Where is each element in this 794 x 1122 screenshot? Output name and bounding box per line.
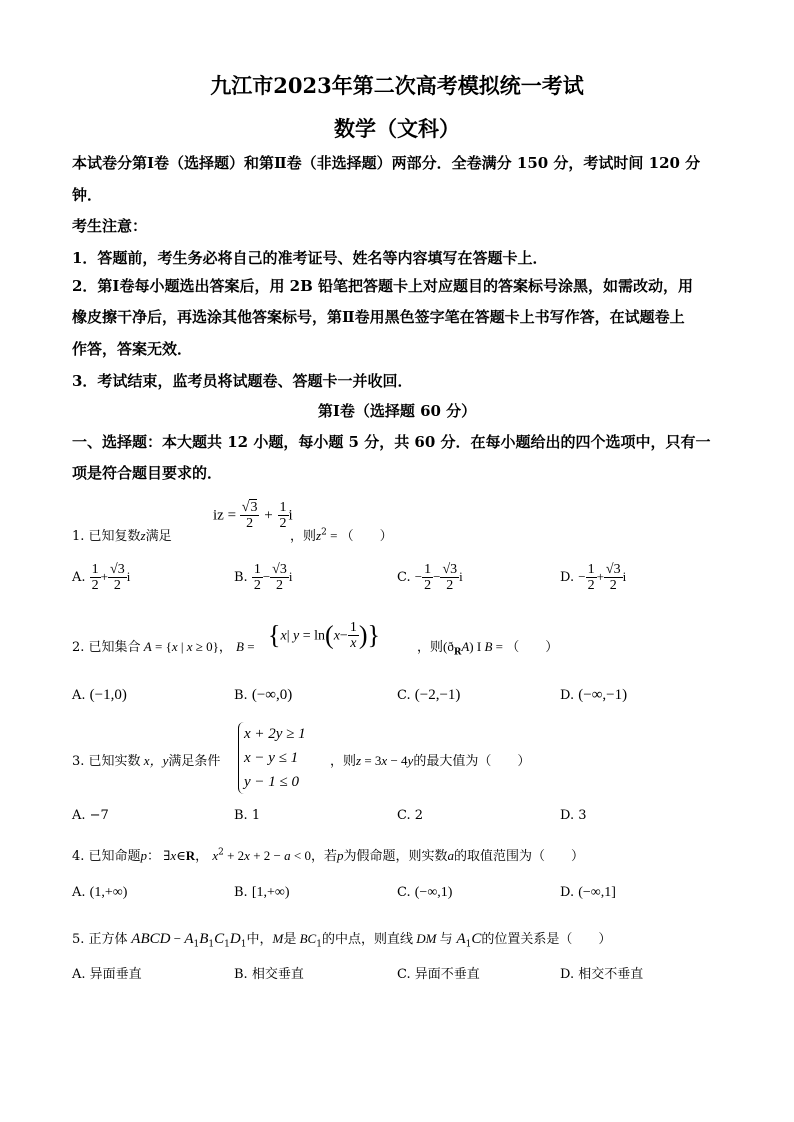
section-instruction-line-1: 一、选择题：本大题共 12 小题，每小题 5 分，共 60 分．在每小题给出的四个选项中，只有一: [72, 433, 711, 451]
q5-option-d[interactable]: D. 相交不垂直: [560, 967, 644, 982]
q3-option-c[interactable]: C. 2: [397, 808, 424, 823]
q1-option-c[interactable]: C. − $\frac{1}{2}$ − $\frac{√3}{2}$ i: [397, 562, 463, 593]
q5-option-b[interactable]: B. 相交垂直: [234, 967, 304, 982]
section-instruction-line-2: 项是符合题目要求的．: [72, 464, 223, 482]
q3-option-d[interactable]: D. 3: [560, 808, 587, 823]
q3-constraints: x + 2y ≥ 1 x − y ≤ 1 y − 1 ≤ 0: [238, 722, 306, 794]
q5-option-c[interactable]: C. 异面不垂直: [397, 967, 480, 982]
question-2: 2. 已知集合 A = {x | x ≥ 0}， B =: [72, 639, 255, 655]
q2-ask: ，则$(ð_RA)$ I B = （ ）: [417, 639, 559, 658]
intro-line-2: 钟．: [72, 186, 103, 204]
q3-option-b[interactable]: B. 1: [234, 808, 261, 823]
q4-option-c[interactable]: C. (−∞,1): [397, 885, 453, 900]
q3-option-a[interactable]: A. −7: [72, 808, 109, 823]
q2-option-a[interactable]: A. (−1,0): [72, 687, 127, 703]
q1-equation: iz = $\frac{√3}{2}$ + $\frac{1}{2}$ i: [213, 500, 293, 531]
q2-option-b[interactable]: B. (−∞,0): [234, 687, 293, 703]
q3-ask: ，则z = 3x − 4y的最大值为（ ）: [330, 753, 531, 769]
q1-option-b[interactable]: B. $\frac{1}{2}$ − $\frac{√3}{2}$ i: [234, 562, 293, 593]
q2-option-c[interactable]: C. (−2,−1): [397, 687, 461, 703]
q4-option-a[interactable]: A. (1,+∞): [72, 885, 128, 900]
question-4: 4. 已知命题p： ∃x∈R， $x^2 + 2x + 2 - a < 0$，若p为假命题，则实数a的取值范围为（ ）: [72, 847, 585, 864]
intro-line-1: 本试卷分第Ⅰ卷（选择题）和第Ⅱ卷（非选择题）两部分．全卷满分 150 分，考试时间 120 分: [72, 154, 701, 172]
question-5: 5. 正方体 ABCD − $A_1B_1C_1D_1$中，M是 $BC_1$的中点，则直线 DM 与 $A_1C$的位置关系是（ ）: [72, 931, 612, 950]
section-title: 第Ⅰ卷（选择题 60 分）: [317, 402, 477, 420]
exam-title: 九江市2023年第二次高考模拟统一考试: [210, 73, 584, 98]
notice-1: 1．答题前，考生务必将自己的准考证号、姓名等内容填写在答题卡上．: [72, 249, 548, 267]
q4-option-d[interactable]: D. (−∞,1]: [560, 885, 616, 900]
q2-option-d[interactable]: D. (−∞,−1): [560, 687, 628, 703]
q5-option-a[interactable]: A. 异面垂直: [72, 967, 142, 982]
notice-3: 3．考试结束，监考员将试题卷、答题卡一并收回．: [72, 372, 413, 390]
q1-ask: ，则$z^2$ = （ ）: [290, 527, 393, 544]
notice-title: 考生注意：: [72, 217, 148, 235]
notice-2-line-1: 2．第Ⅰ卷每小题选出答案后，用 2B 铅笔把答题卡上对应题目的答案标号涂黑，如需改动，用: [72, 277, 694, 295]
exam-subtitle: 数学（文科）: [334, 116, 460, 141]
q2-set-b: {x| y = ln(x− $\frac{1}{x}$ )}: [268, 620, 380, 651]
notice-2-line-2: 橡皮擦干净后，再选涂其他答案标号，第Ⅱ卷用黑色签字笔在答题卡上书写作答，在试题卷上: [72, 308, 685, 326]
question-1: 1. 已知复数z满足: [72, 528, 172, 544]
notice-2-line-3: 作答，答案无效．: [72, 340, 193, 358]
q1-option-d[interactable]: D. − $\frac{1}{2}$ + $\frac{√3}{2}$ i: [560, 562, 627, 593]
q1-option-a[interactable]: A. $\frac{1}{2}$ + $\frac{√3}{2}$ i: [72, 562, 131, 593]
q4-option-b[interactable]: B. [1,+∞): [234, 885, 290, 900]
question-3: 3. 已知实数 x，y满足条件: [72, 753, 221, 769]
